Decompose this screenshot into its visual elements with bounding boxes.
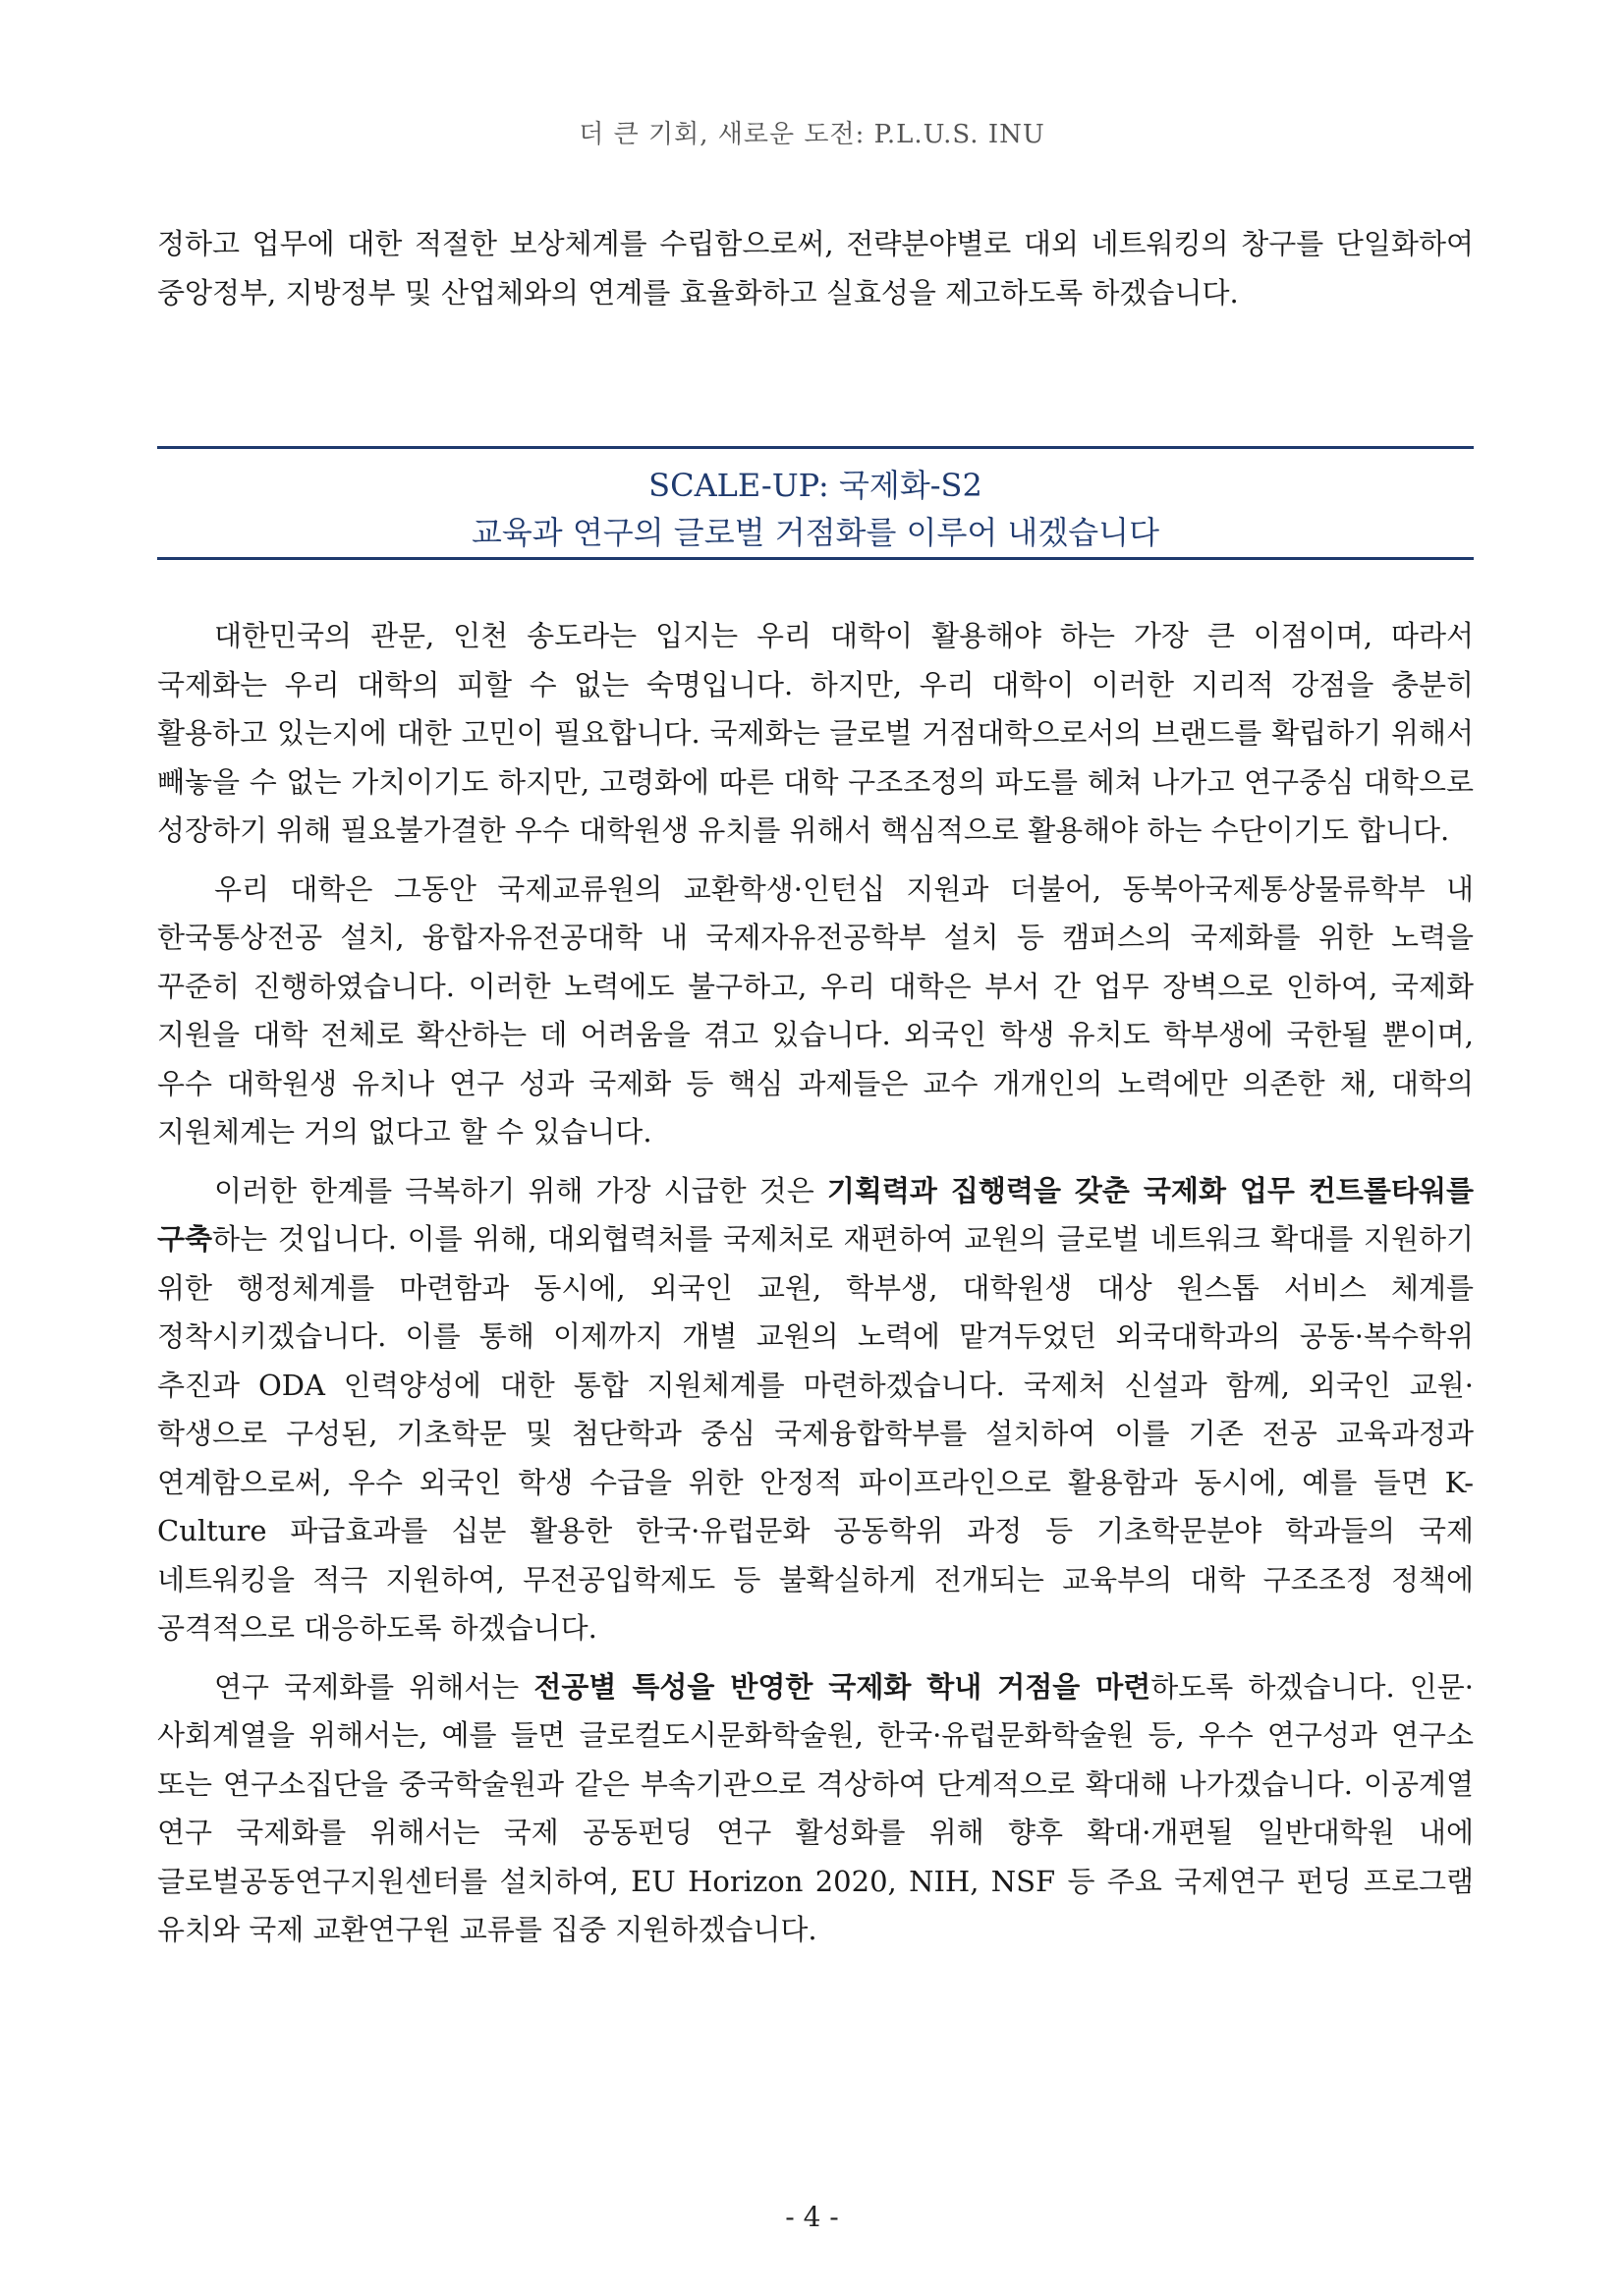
section-subtitle: 교육과 연구의 글로벌 거점화를 이루어 내겠습니다 bbox=[471, 514, 1159, 551]
paragraph-4-emphasis: 전공별 특성을 반영한 국제화 학내 거점을 마련 bbox=[533, 1669, 1151, 1704]
paragraph-2: 우리 대학은 그동안 국제교류원의 교환학생·인턴십 지원과 더불어, 동북아국제통상물류학부 내 한국통상전공 설치, 융합자유전공대학 내 국제자유전공학부 설치 등 캠퍼스의 국제화를 위한 노력을 꾸준히 진행하였습니다. 이러한 노력에도 불구하고, 우리 대학은 부서 간 업무 장벽으로 인하여, 국제화 지원을 대학 전체로 확산하는 데 어려움을 겪고 있습니다. 외국인 학생 유치도 학부생에 국한될 뿐이며, 우수 대학원생 유치나 연구 성과 국제화 등 핵심 과제들은 교수 개개인의 노력에만 의존한 채, 대학의 지원체계는 거의 없다고 할 수 있습니다. bbox=[157, 871, 1474, 1148]
paragraph-3-emphasis: 기획력과 집행력을 갖춘 국제화 업무 컨트롤타워를 구축 bbox=[157, 1173, 1474, 1256]
paragraph-4-rest: 하도록 하겠습니다. 인문·사회계열을 위해서는, 예를 들면 글로컬도시문화학술원, 한국·유럽문화학술원 등, 우수 연구성과 연구소 또는 연구소집단을 중국학술원과 같은 부속기관으로 격상하여 단계적으로 확대해 나가겠습니다. 이공계열 연구 국제화를 위해서는 국제 공동펀딩 연구 활성화를 위해 향후 확대·개편될 일반대학원 내에 글로벌공동연구지원센터를 설치하여, EU Horizon 2020, NIH, NSF 등 주요 국제연구 펀딩 프로그램 유치와 국제 교환연구원 교류를 집중 지원하겠습니다. bbox=[157, 1669, 1474, 1946]
section-title: SCALE-UP: 국제화-S2 bbox=[648, 467, 982, 504]
section-heading-box bbox=[157, 446, 1474, 560]
paragraph-3-rest: 하는 것입니다. 이를 위해, 대외협력처를 국제처로 재편하여 교원의 글로벌 네트워크 확대를 지원하기 위한 행정체계를 마련함과 동시에, 외국인 교원, 학부생, 대학원생 대상 원스톱 서비스 체계를 정착시키겠습니다. 이를 통해 이제까지 개별 교원의 노력에 맡겨두었던 외국대학과의 공동·복수학위 추진과 ODA 인력양성에 대한 통합 지원체계를 마련하겠습니다. 국제처 신설과 함께, 외국인 교원·학생으로 구성된, 기초학문 및 첨단학과 중심 국제융합학부를 설치하여 이를 기존 전공 교육과정과 연계함으로써, 우수 외국인 학생 수급을 위한 안정적 파이프라인으로 활용함과 동시에, 예를 들면 K-Culture 파급효과를 십분 활용한 한국·유럽문화 공동학위 과정 등 기초학문분야 학과들의 국제 네트워킹을 적극 지원하여, 무전공입학제도 등 불확실하게 전개되는 교육부의 대학 구조조정 정책에 공격적으로 대응하도록 하겠습니다. bbox=[157, 1222, 1474, 1645]
main-body bbox=[157, 612, 1474, 1965]
running-header: 더 큰 기회, 새로운 도전: P.L.U.S. INU bbox=[579, 120, 1045, 149]
paragraph-3-lead: 이러한 한계를 극복하기 위해 가장 시급한 것은 bbox=[214, 1173, 827, 1207]
paragraph-3 bbox=[157, 1167, 1474, 1653]
page-number: - 4 - bbox=[785, 2201, 839, 2233]
paragraph-4 bbox=[157, 1663, 1474, 1955]
intro-text: 정하고 업무에 대한 적절한 보상체계를 수립함으로써, 전략분야별로 대외 네트워킹의 창구를 단일화하여 중앙정부, 지방정부 및 산업체와의 연계를 효율화하고 실효성을 제고하도록 하겠습니다. bbox=[157, 227, 1474, 309]
intro-paragraph bbox=[157, 220, 1474, 317]
paragraph-1: 대한민국의 관문, 인천 송도라는 입지는 우리 대학이 활용해야 하는 가장 큰 이점이며, 따라서 국제화는 우리 대학의 피할 수 없는 숙명입니다. 하지만, 우리 대학이 이러한 지리적 강점을 충분히 활용하고 있는지에 대한 고민이 필요합니다. 국제화는 글로벌 거점대학으로서의 브랜드를 확립하기 위해서 빼놓을 수 없는 가치이기도 하지만, 고령화에 따른 대학 구조조정의 파도를 헤쳐 나가고 연구중심 대학으로 성장하기 위해 필요불가결한 우수 대학원생 유치를 위해서 핵심적으로 활용해야 하는 수단이기도 합니다. bbox=[157, 619, 1474, 847]
paragraph-4-lead: 연구 국제화를 위해서는 bbox=[214, 1669, 534, 1704]
